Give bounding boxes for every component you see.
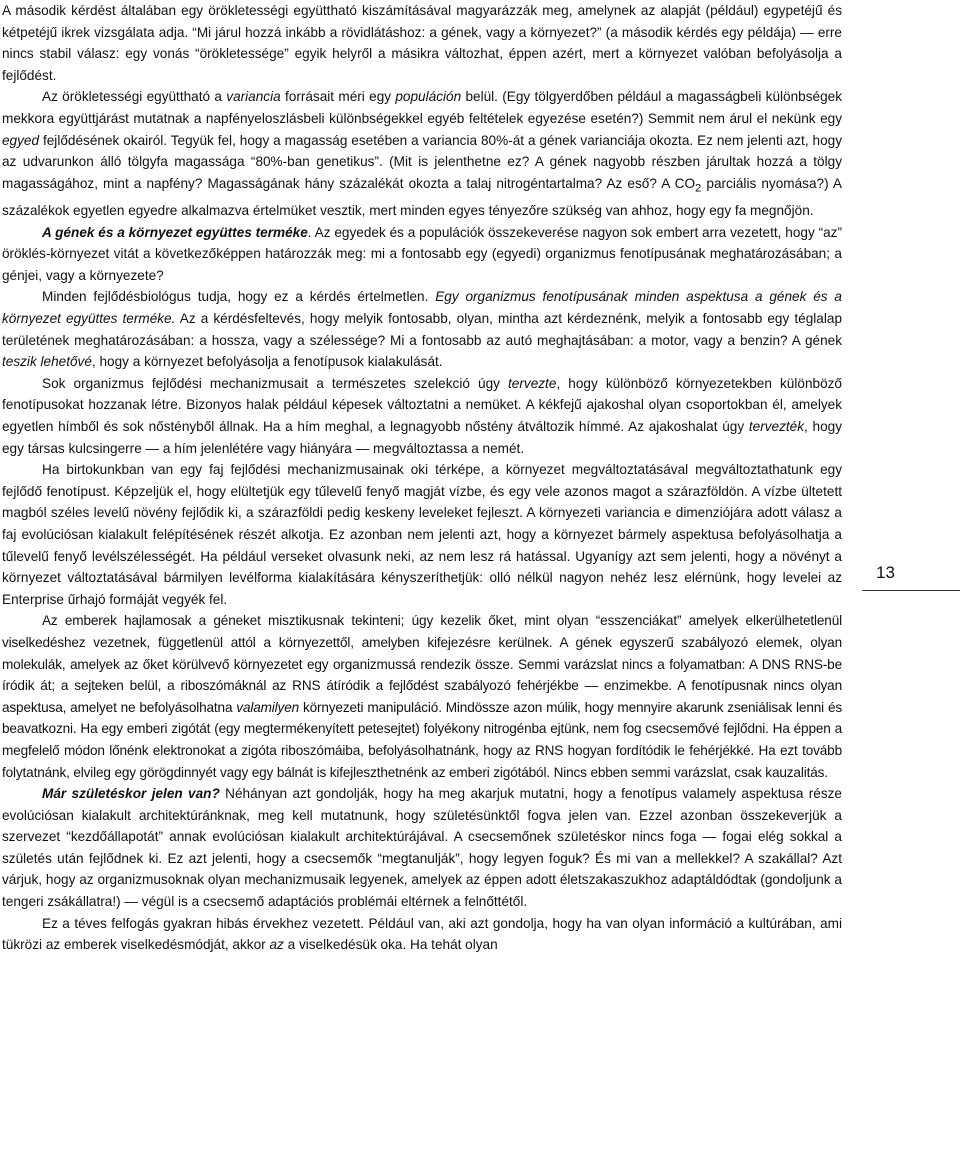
text-run: Néhányan azt gondolják, hogy ha meg akarjuk mutatni, hogy a fenotípus valamely aspektusa része evolúciósan kialakult architektúránknak, meg kell mutatnunk, hogy születésünktől fogva jelen van. Ezzel azonban összekeverjük a szervezet “kezdőállapotát” annak evolúciósan kialakult architektúrájával. A csecsemőnek születéskor nincs foga ― fogai elég sokkal a születés után fejlődnek ki. Ez azt jelenti, hogy a csecsemők “megtanulják”, hogy legyen foguk? És mi van a mellekkel? A szakállal? Azt várjuk, hogy az organizmusoknak olyan mechanizmusaik legyenek, amelyek az éppen adott életszakaszukhoz adaptáldódtak (gondoljunk a tengeri zsákállatra!) ― végül is a csecsemő adaptációs problémái eltérnek a felnőttétől. bbox=[2, 786, 842, 910]
text-run: Sok organizmus fejlődési mechanizmusait a természetes szelekció úgy bbox=[42, 375, 509, 391]
body-text bbox=[2, 0, 842, 956]
paragraph-8 bbox=[2, 783, 842, 913]
text-run: környezeti manipuláció. Mindössze azon múlik, hogy mennyire akarunk zseniálisak lenni és beavatkozni. Ha egy emberi zigótát (egy megtermékenyített petesejtet) folyékony nitrogénba ejtünk, nem fog csecsemővé fejlődni. Ha éppen a megfelelő módon lőnénk elektronokat a zigóta riboszómáiba, befolyásolhatnánk, hogy az RNS hogyan fordítódik le fehérjékké. Ha ezt tovább folytatnánk, elvileg egy görögdinnyét vagy egy bálnát is kifejleszthetnénk az emberi zigótából. Nincs ebben semmi varázslat, csak kauzalitás. bbox=[2, 699, 843, 780]
emphasis: teszik lehetővé bbox=[2, 354, 92, 370]
text-run: Ez a téves felfogás gyakran hibás érvekhez vezetett. Például van, aki azt gondolja, hogy ha van olyan információ a kultúrában, ami tükrözi az emberek viselkedésmódját, akkor bbox=[2, 915, 842, 953]
emphasis: populáción bbox=[395, 89, 462, 105]
paragraph-9 bbox=[2, 913, 842, 956]
text-run: Az a kérdésfeltevés, hogy melyik fontosabb, olyan, mintha azt kérdeznénk, melyik a fontosabb egy téglalap területének meghatározásában: a hossza, vagy a szélessége? Mi a fontosabb az autó meghajtásában: a motor, vagy a benzin? A gének bbox=[2, 311, 843, 348]
emphasis: Egy organizmus fenotípusának minden aspektusa a gének és a környezet együttes terméke. bbox=[2, 289, 842, 327]
paragraph-text: A második kérdést általában egy örökletességi együttható kiszámításával magyarázzák meg, amelynek az alapját (például) egypetéjű és kétpetéjű ikrek vizsgálata adja. “Mi járul hozzá inkább a rövidlátáshoz: a gének, vagy a környezet?” (a második kérdés egy példája) ― erre nincs stabil válasz: egy vonás “örökletessége” egyik helyről a másikra változhat, éppen azért, mert a környezet valóban befolyásolja a fejlődést. bbox=[2, 3, 842, 83]
emphasis: valamilyen bbox=[236, 699, 300, 715]
page-number-rule bbox=[862, 590, 960, 591]
emphasis: variancia bbox=[226, 89, 281, 105]
emphasis: tervezte bbox=[508, 375, 557, 391]
page-number: 13 bbox=[876, 563, 895, 582]
paragraph-4 bbox=[2, 286, 842, 372]
text-run: Ha birtokunkban van egy faj fejlődési mechanizmusainak oki térképe, a környezet megváltoztatásával megváltoztathatunk egy fejlődő fenotípust. Képzeljük el, hogy elültetjük egy tűlevelű fenyő magját vízbe, és egy vele azonos magot a szárazföldön. A vízbe ültetett magból széles levelű növény fejlődik ki, a szárazföldi pedig keskeny leveleket fejleszt. A környezeti variancia e dimenziójára adott válasz a faj evolúciósan kialakult felépítésének részét alkotja. Ez azonban nem jelenti azt, hogy a környezet bármely aspektusa befolyásolhatja a tűlevelű fenyő levélszélességét. Ha például verseket olvasunk neki, az nem lesz rá hatással. Ugyanígy azt sem jelenti, hogy a növényt a környezet változtatásával bármilyen levélforma kialakítására kényszeríthetjük: olló nélkül nagyon nehéz lesz elérnünk, hogy levelei az Enterprise űrhajó formáját vegyék fel. bbox=[2, 462, 842, 607]
subscript: 2 bbox=[695, 182, 702, 195]
paragraph-3 bbox=[2, 222, 842, 287]
text-run: a viselkedésük oka. Ha tehát olyan bbox=[283, 937, 498, 953]
text-run: . Az egyedek és a populációk összekeverése nagyon sok embert arra vezetett, hogy “az” öröklés-környezet vitát a következőképpen határozzák meg: mi a fontosabb egy (egyedi) organizmus fenotípusának meghatározásában; a génjei, vagy a környezete? bbox=[2, 224, 843, 283]
emphasis: az bbox=[269, 937, 284, 953]
text-run: , hogy egy társas kulcsingerre ― a hím jelenlétére vagy hiányára ― megváltoztassa a nemét. bbox=[2, 419, 842, 456]
paragraph-5 bbox=[2, 373, 842, 459]
paragraph-7 bbox=[2, 610, 842, 783]
text-run: , hogy a környezet befolyásolja a fenotípusok kialakulását. bbox=[91, 354, 443, 370]
emphasis: tervezték bbox=[748, 419, 805, 434]
text-run: parciális nyomása?) A százalékok egyetlen egyedre alkalmazva értelmüket vesztik, mert minden egyes tényezőre szükség van ahhoz, hogy egy fa megnőjön. bbox=[2, 175, 842, 219]
paragraph-6 bbox=[2, 459, 842, 610]
text-run: fejlődésének okairól. Tegyük fel, hogy a magasság esetében a variancia 80%-át a gének varianciája okozta. Ez nem jelenti azt, hogy az udvarunkon álló tölgyfa magassága “80%-ban genetikus”. (Mit is jelenthetne ez? A gének nagyobb részben járultak hozzá a tölgy magasságához, mint a napfény? Magasságának hány százalékát okozta a talaj nitrogéntartalma? Az eső? A CO bbox=[2, 132, 842, 191]
run-in-heading: Már születéskor jelen van? bbox=[42, 786, 220, 802]
text-run: Az örökletességi együttható a bbox=[42, 89, 227, 105]
text-run: forrásait méri egy bbox=[280, 89, 396, 105]
text-run: , hogy különböző környezetekben különböző fenotípusokat hozzanak létre. Bizonyos halak például képesek változtatni a nemüket. A kékfejű ajakoshal olyan csoportokban él, amelyek egyetlen hímből és sok nőstényből állnak. Ha a hím meghal, a legnagyobb nőstény átváltozik hímmé. Az ajakoshalat úgy bbox=[2, 375, 842, 434]
text-run: belül. (Egy tölgyerdőben például a magasságbeli különbségek mekkora együttjárást mutatnak a napfényeloszlásbeli különbségekkel egyéb feltételek egyezése esetén?) Semmit nem árul el nekünk egy bbox=[2, 89, 842, 126]
paragraph-1 bbox=[2, 0, 842, 86]
run-in-heading: A gének és a környezet együttes terméke bbox=[42, 224, 308, 240]
paragraph-2 bbox=[2, 86, 842, 221]
text-run: Minden fejlődésbiológus tudja, hogy ez a kérdés értelmetlen. bbox=[42, 289, 436, 305]
emphasis: egyed bbox=[2, 132, 40, 148]
text-run: Az emberek hajlamosak a géneket misztikusnak tekinteni; úgy kezelik őket, mint olyan “esszenciákat” amelyek elkerülhetetlenül viselkedéshez vezetnek, függetlenül attól a környezettől, amelyben kifejezésre kerülnek. A gének egyszerű szabályozó elemek, olyan molekulák, amelyek az őket körülvevő környezetet egy organizmussá rendezik össze. Semmi varázslat nincs a folyamatban: A DNS RNS-be íródik át; a sejteken belül, a riboszómáknál az RNS átíródik a fejlődést szabályozó fehérjékbe ― enzimekbe. A fenotípusnak nincs olyan aspektusa, amelyet ne befolyásolhatna bbox=[2, 613, 842, 715]
